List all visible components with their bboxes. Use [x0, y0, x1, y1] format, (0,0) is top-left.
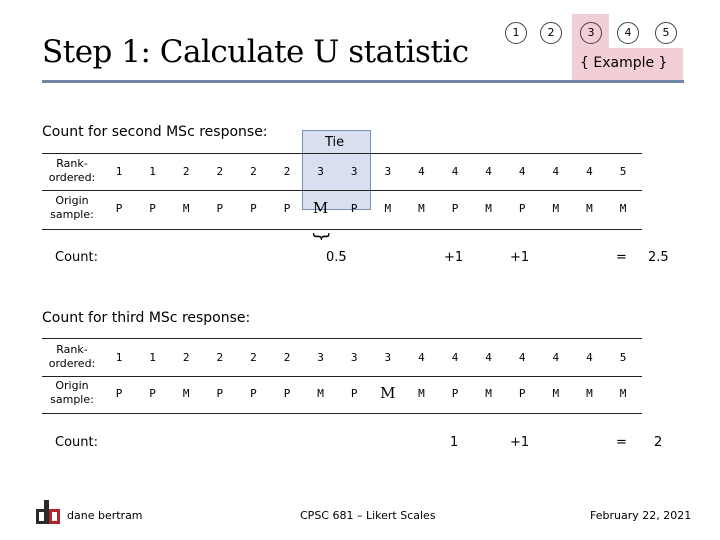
origin-cell: P: [350, 387, 358, 400]
origin-cell: P: [283, 387, 291, 400]
table1-origin-label: Origin sample:: [50, 194, 94, 221]
origin-cell: P: [149, 387, 156, 400]
origin-cell: M: [552, 202, 560, 215]
table2-rank-label: Rank-ordered:: [48, 343, 96, 370]
rank-cell: 1: [115, 165, 123, 178]
rank-cell: 2: [216, 351, 224, 364]
rank-cell: 4: [485, 165, 492, 178]
origin-cell: P: [115, 202, 123, 215]
rank-cell: 1: [149, 165, 156, 178]
origin-cell: P: [115, 387, 123, 400]
section2-label: Count for third MSc response:: [42, 310, 251, 326]
origin-cell: P: [216, 387, 224, 400]
slide-title: Step 1: Calculate U statistic: [42, 34, 469, 70]
origin-cell: M: [552, 387, 560, 400]
origin-cell: M: [380, 384, 396, 402]
table2-mid-line: [42, 376, 642, 377]
origin-cell: P: [350, 202, 358, 215]
rank-cell: 4: [418, 351, 425, 364]
rank-cell: 4: [518, 351, 526, 364]
count1-label: Count:: [55, 250, 98, 265]
rank-cell: 2: [182, 351, 190, 364]
table2-top-line: [42, 338, 642, 339]
step-1-button[interactable]: 1: [505, 22, 527, 44]
origin-cell: P: [518, 202, 526, 215]
origin-cell: M: [418, 202, 425, 215]
rank-cell: 3: [317, 351, 324, 364]
rank-cell: 2: [250, 165, 257, 178]
rank-cell: 4: [451, 165, 459, 178]
step-2-button[interactable]: 2: [540, 22, 562, 44]
rank-cell: 5: [619, 165, 627, 178]
origin-cell: M: [312, 199, 329, 217]
count2-contribution: +1: [510, 435, 530, 450]
count2-label: Count:: [55, 435, 98, 450]
origin-cell: M: [586, 387, 593, 400]
origin-cell: M: [485, 202, 492, 215]
example-link[interactable]: { Example }: [580, 55, 668, 71]
origin-cell: P: [149, 202, 156, 215]
origin-cell: P: [283, 202, 291, 215]
table2-origin-label: Origin sample:: [50, 379, 94, 406]
rank-cell: 2: [283, 165, 291, 178]
origin-cell: P: [216, 202, 224, 215]
footer-course: CPSC 681 – Likert Scales: [300, 509, 436, 522]
table1-rank-label: Rank-ordered:: [48, 157, 96, 184]
rank-cell: 4: [552, 351, 560, 364]
rank-cell: 2: [283, 351, 291, 364]
section1-label: Count for second MSc response:: [42, 124, 268, 140]
origin-cell: P: [250, 387, 257, 400]
table2-bottom-line: [42, 413, 642, 414]
logo-icon: [36, 500, 60, 524]
rank-cell: 4: [451, 351, 459, 364]
origin-cell: P: [518, 387, 526, 400]
rank-cell: 4: [586, 165, 593, 178]
origin-cell: M: [619, 387, 627, 400]
step-3-button[interactable]: 3: [580, 22, 602, 44]
rank-cell: 4: [552, 165, 560, 178]
table1-top-line: [42, 153, 642, 154]
rank-cell: 2: [216, 165, 224, 178]
rank-cell: 5: [619, 351, 627, 364]
origin-cell: M: [586, 202, 593, 215]
origin-cell: P: [250, 202, 257, 215]
rank-cell: 4: [518, 165, 526, 178]
rank-cell: 3: [384, 165, 392, 178]
count1-contribution: +1: [510, 250, 530, 265]
rank-cell: 3: [317, 165, 324, 178]
step-4-button[interactable]: 4: [617, 22, 639, 44]
count2-contribution: 1: [450, 435, 459, 450]
origin-cell: M: [619, 202, 627, 215]
rank-cell: 4: [586, 351, 593, 364]
title-rule: [42, 80, 684, 83]
origin-cell: M: [317, 387, 324, 400]
count2-total: 2: [654, 435, 663, 450]
origin-cell: M: [182, 202, 190, 215]
origin-cell: M: [182, 387, 190, 400]
rank-cell: 4: [418, 165, 425, 178]
count1-total: 2.5: [648, 250, 669, 265]
origin-cell: M: [384, 202, 392, 215]
rank-cell: 3: [384, 351, 392, 364]
rank-cell: 4: [485, 351, 492, 364]
count1-contribution: 0.5: [326, 250, 347, 265]
rank-cell: 3: [350, 351, 358, 364]
rank-cell: 1: [149, 351, 156, 364]
table1-bottom-line: [42, 229, 642, 230]
rank-cell: 3: [350, 165, 358, 178]
origin-cell: M: [418, 387, 425, 400]
footer-date: February 22, 2021: [590, 509, 692, 522]
count1-equals: =: [616, 250, 627, 265]
tie-label: Tie: [325, 135, 345, 150]
rank-cell: 1: [115, 351, 123, 364]
rank-cell: 2: [250, 351, 257, 364]
origin-cell: M: [485, 387, 492, 400]
count1-contribution: +1: [444, 250, 464, 265]
tie-brace: }: [311, 230, 333, 243]
rank-cell: 2: [182, 165, 190, 178]
footer-author: dane bertram: [67, 509, 143, 522]
count2-equals: =: [616, 435, 627, 450]
step-5-button[interactable]: 5: [655, 22, 677, 44]
origin-cell: P: [451, 387, 459, 400]
origin-cell: P: [451, 202, 459, 215]
table1-mid-line: [42, 190, 642, 191]
